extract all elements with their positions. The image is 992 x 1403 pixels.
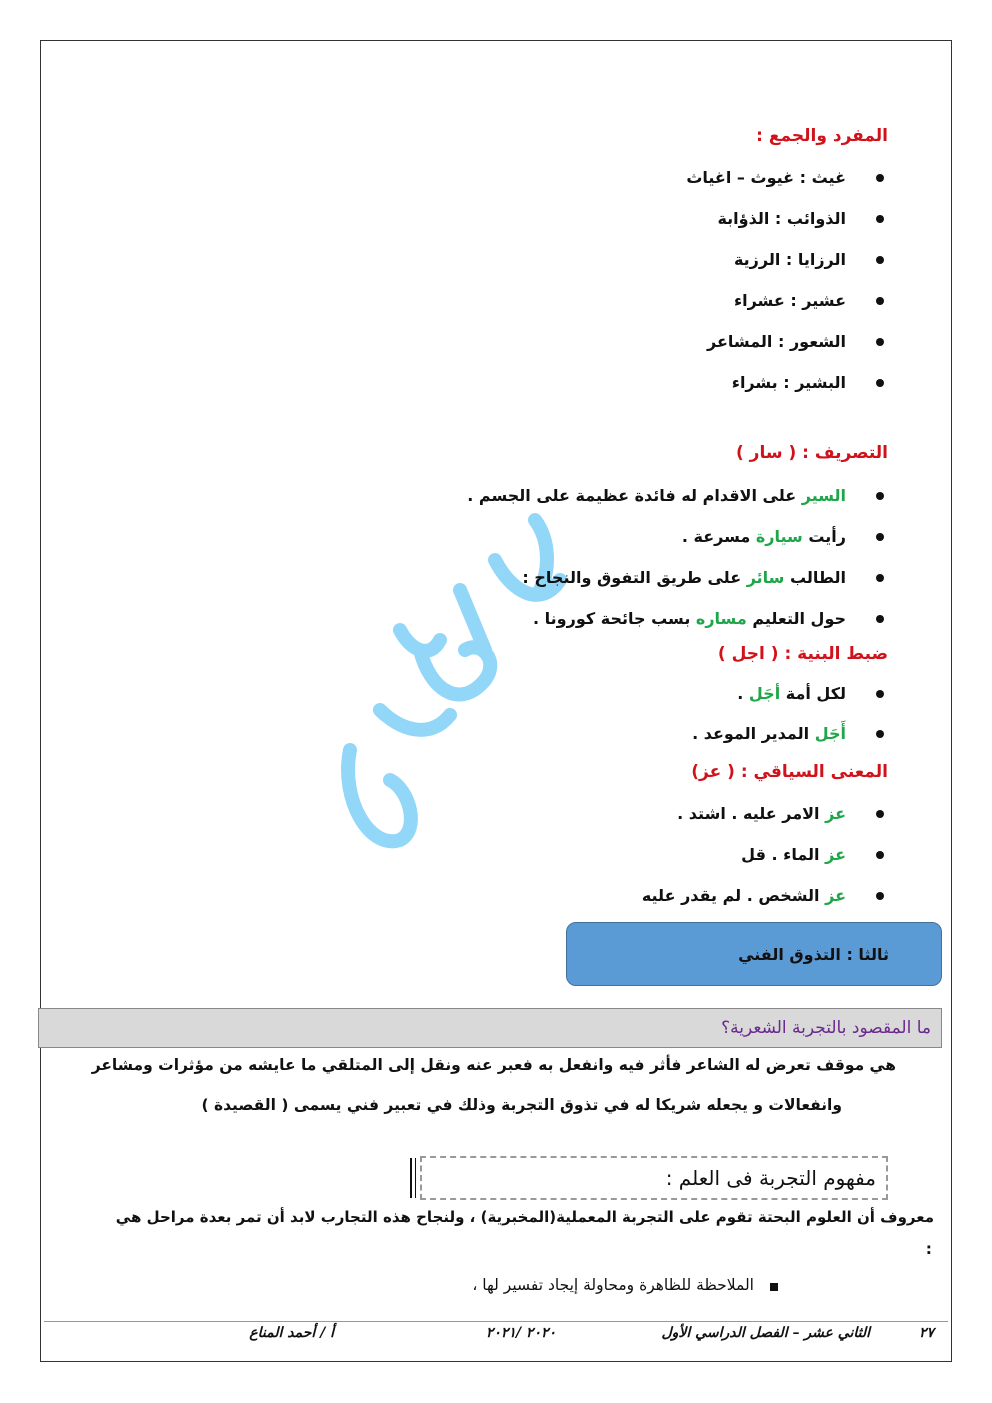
list-item: لكل أمة أجَل . <box>692 674 884 714</box>
list-item: الشعور : المشاعر <box>686 321 884 362</box>
list-item: عز الامر عليه . اشتد . <box>642 793 884 834</box>
morphology-list <box>467 475 884 639</box>
science-concept-title: مفهوم التجربة فى العلم : <box>665 1166 876 1190</box>
question-text: ما المقصود بالتجربة الشعرية؟ <box>721 1018 931 1038</box>
footer-grade-term: الثاني عشر – الفصل الدراسي الأول <box>661 1325 870 1341</box>
list-item: الطالب سائر على طريق التفوق والنجاح : <box>467 557 884 598</box>
science-point: الملاحظة للظاهرة ومحاولة إيجاد تفسير لها ، <box>472 1276 754 1294</box>
footer-author: أ / أحمد المناع <box>249 1325 334 1341</box>
question-bar <box>38 1008 942 1048</box>
singular-plural-heading: المفرد والجمع : <box>756 126 888 146</box>
art-appreciation-title: ثالثا : التذوق الفني <box>738 944 889 964</box>
art-appreciation-box <box>566 922 942 986</box>
list-item: البشير : بشراء <box>686 362 884 403</box>
science-concept-box <box>420 1156 888 1200</box>
list-item: غيث : غيوث – اغياث <box>686 157 884 198</box>
cursor-bar <box>410 1158 416 1198</box>
context-meaning-heading: المعنى السياقي : ( عز) <box>691 762 888 782</box>
science-paragraph-line-2: : <box>925 1240 932 1258</box>
diacritics-list <box>692 674 884 754</box>
science-paragraph-line-1: معروف أن العلوم البحتة تقوم على التجربة المعملية(المخبرية) ، ولنجاح هذه التجارب لابد أن تمر بعدة مراحل هي <box>115 1208 934 1226</box>
list-item: حول التعليم مساره بسب جائحة كورونا . <box>467 598 884 639</box>
singular-plural-list <box>686 157 884 403</box>
list-item: الذوائب : الذؤابة <box>686 198 884 239</box>
morphology-heading: التصريف : ( سار ) <box>735 443 888 463</box>
list-item: عز الماء . قل <box>642 834 884 875</box>
list-item: عز الشخص . لم يقدر عليه <box>642 875 884 916</box>
list-item: أَجَل المدير الموعد . <box>692 714 884 754</box>
footer-year: ٢٠٢٠ /٢٠٢١ <box>485 1325 556 1341</box>
list-item: السير على الاقدام له فائدة عظيمة على الجسم . <box>467 475 884 516</box>
answer-line-2: وانفعالات و يجعله شريكا له في تذوق التجربة وذلك في تعبير فني يسمى ( القصيدة ) <box>201 1096 842 1114</box>
answer-line-1: هي موقف تعرض له الشاعر فأثر فيه وانفعل به فعبر عنه ونقل إلى المتلقي ما عايشه من مؤثرات ومشاعر <box>91 1056 896 1074</box>
square-bullet-icon <box>770 1283 778 1291</box>
list-item: الرزايا : الرزية <box>686 239 884 280</box>
list-item: رأيت سيارة مسرعة . <box>467 516 884 557</box>
footer-divider <box>44 1321 948 1322</box>
context-meaning-list <box>642 793 884 916</box>
diacritics-heading: ضبط البنية : ( اجل ) <box>717 644 888 664</box>
footer-page-number: ٢٧ <box>918 1325 934 1341</box>
list-item: عشير : عشراء <box>686 280 884 321</box>
